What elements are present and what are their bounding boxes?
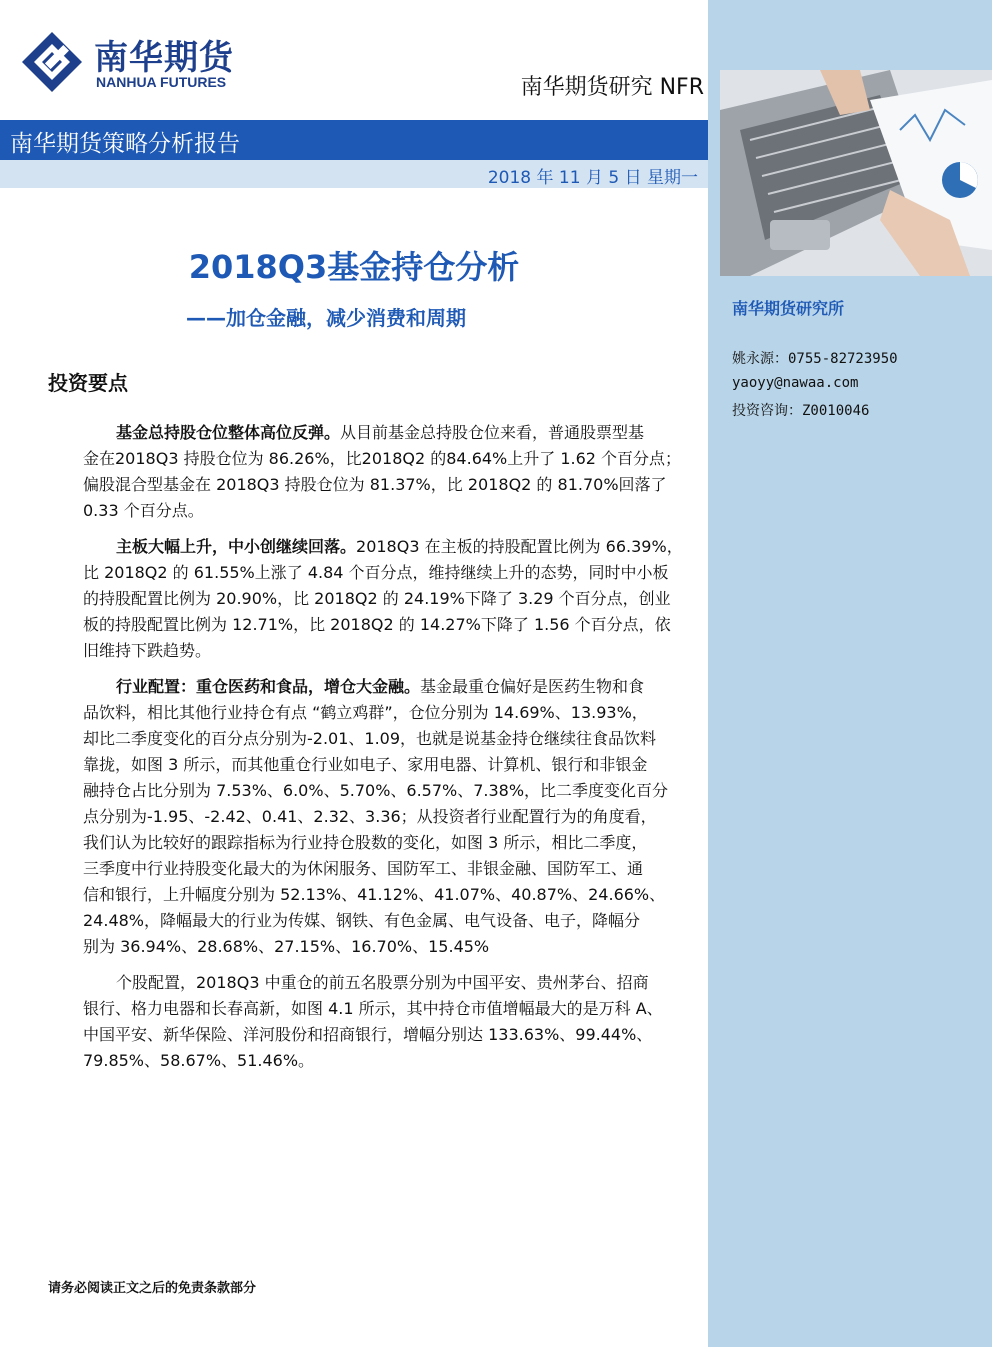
report-type-bar bbox=[0, 120, 708, 160]
paragraph-line: 偏股混合型基金在 2018Q3 持股仓位为 81.37%，比 2018Q2 的 81.70%回落了 bbox=[83, 475, 667, 494]
paragraph-line: 靠拢，如图 3 所示，而其他重仓行业如电子、家用电器、计算机、银行和非银金 bbox=[83, 755, 648, 774]
license-number: 投资咨询：Z0010046 bbox=[732, 403, 870, 419]
nanhua-logo-icon bbox=[20, 30, 84, 94]
logo-text-en: NANHUA FUTURES bbox=[96, 74, 227, 90]
paragraph-line: 我们认为比较好的跟踪指标为行业持仓股数的变化，如图 3 所示，相比二季度， bbox=[83, 833, 648, 852]
paragraph-line: 行业配置：重仓医药和食品，增仓大金融。基金最重仓偏好是医药生物和食 bbox=[116, 677, 645, 696]
paragraph-line: 基金总持股仓位整体高位反弹。从目前基金总持股仓位来看，普通股票型基 bbox=[116, 423, 645, 442]
research-label: 南华期货研究 NFR bbox=[520, 75, 704, 100]
paragraph-line: 信和银行，上升幅度分别为 52.13%、41.12%、41.07%、40.87%、24.66%、 bbox=[83, 885, 666, 904]
paragraph-line: 比 2018Q2 的 61.55%上涨了 4.84 个百分点，维持继续上升的态势，同时中小板 bbox=[83, 563, 669, 582]
paragraph-line: 79.85%、58.67%、51.46%。 bbox=[83, 1051, 315, 1070]
report-date: 2018 年 11 月 5 日 星期一 bbox=[487, 168, 698, 188]
paragraph-line: 主板大幅上升，中小创继续回落。2018Q3 在主板的持股配置比例为 66.39%， bbox=[116, 537, 683, 556]
paragraph-lead: 主板大幅上升，中小创继续回落。 bbox=[116, 537, 357, 556]
paragraph-line: 银行、格力电器和长春高新，如图 4.1 所示，其中持仓市值增幅最大的是万科 A、 bbox=[83, 999, 663, 1018]
report-type: 南华期货策略分析报告 bbox=[10, 131, 240, 157]
paragraph-lead: 行业配置：重仓医药和食品，增仓大金融。 bbox=[116, 677, 421, 696]
paragraph-line: 0.33 个百分点。 bbox=[83, 501, 204, 520]
paragraph-line: 金在2018Q3 持股仓位为 86.26%，比2018Q2 的84.64%上升了 1.62 个百分点； bbox=[83, 449, 682, 468]
paragraph-line: 品饮料，相比其他行业持仓有点 “鹤立鸡群”，仓位分别为 14.69%、13.93%， bbox=[83, 703, 648, 722]
analyst-contact: 姚永源：0755-82723950 bbox=[732, 351, 898, 367]
paragraph-line: 个股配置，2018Q3 中重仓的前五名股票分别为中国平安、贵州茅台、招商 bbox=[116, 973, 649, 992]
date-bar bbox=[0, 160, 708, 188]
cover-photo bbox=[720, 70, 992, 276]
institute-name: 南华期货研究所 bbox=[732, 299, 845, 318]
section-heading: 投资要点 bbox=[48, 371, 128, 395]
report-subtitle: ——加仓金融，减少消费和周期 bbox=[186, 306, 466, 330]
disclaimer-note: 请务必阅读正文之后的免责条款部分 bbox=[48, 1281, 257, 1296]
company-logo bbox=[20, 26, 260, 98]
paragraph-line: 却比二季度变化的百分点分别为-2.01、1.09，也就是说基金持仓继续往食品饮料 bbox=[83, 729, 657, 748]
paragraph-line: 旧维持下跌趋势。 bbox=[83, 641, 212, 660]
analyst-email: yaoyy@nawaa.com bbox=[732, 375, 859, 391]
paragraph-line: 24.48%，降幅最大的行业为传媒、钢铁、有色金属、电气设备、电子，降幅分 bbox=[83, 911, 641, 930]
paragraph-line: 板的持股配置比例为 12.71%，比 2018Q2 的 14.27%下降了 1.56 个百分点，依 bbox=[83, 615, 671, 634]
paragraph-lead: 基金总持股仓位整体高位反弹。 bbox=[116, 423, 341, 442]
paragraph-line: 融持仓占比分别为 7.53%、6.0%、5.70%、6.57%、7.38%，比二季度变化百分 bbox=[83, 781, 669, 800]
paragraph-line: 的持股配置比例为 20.90%，比 2018Q2 的 24.19%下降了 3.29 个百分点，创业 bbox=[83, 589, 671, 608]
paragraph-line: 中国平安、新华保险、洋河股份和招商银行，增幅分别达 133.63%、99.44%、 bbox=[83, 1025, 653, 1044]
report-title: 2018Q3基金持仓分析 bbox=[188, 248, 520, 286]
logo-text-cn: 南华期货 bbox=[94, 38, 234, 78]
paragraph-line: 点分别为-1.95、-2.42、0.41、2.32、3.36；从投资者行业配置行为的角度看， bbox=[83, 807, 657, 826]
paragraph-line: 别为 36.94%、28.68%、27.15%、16.70%、15.45% bbox=[83, 937, 490, 956]
paragraph-line: 三季度中行业持股变化最大的为休闲服务、国防军工、非银金融、国防军工、通 bbox=[83, 859, 644, 878]
